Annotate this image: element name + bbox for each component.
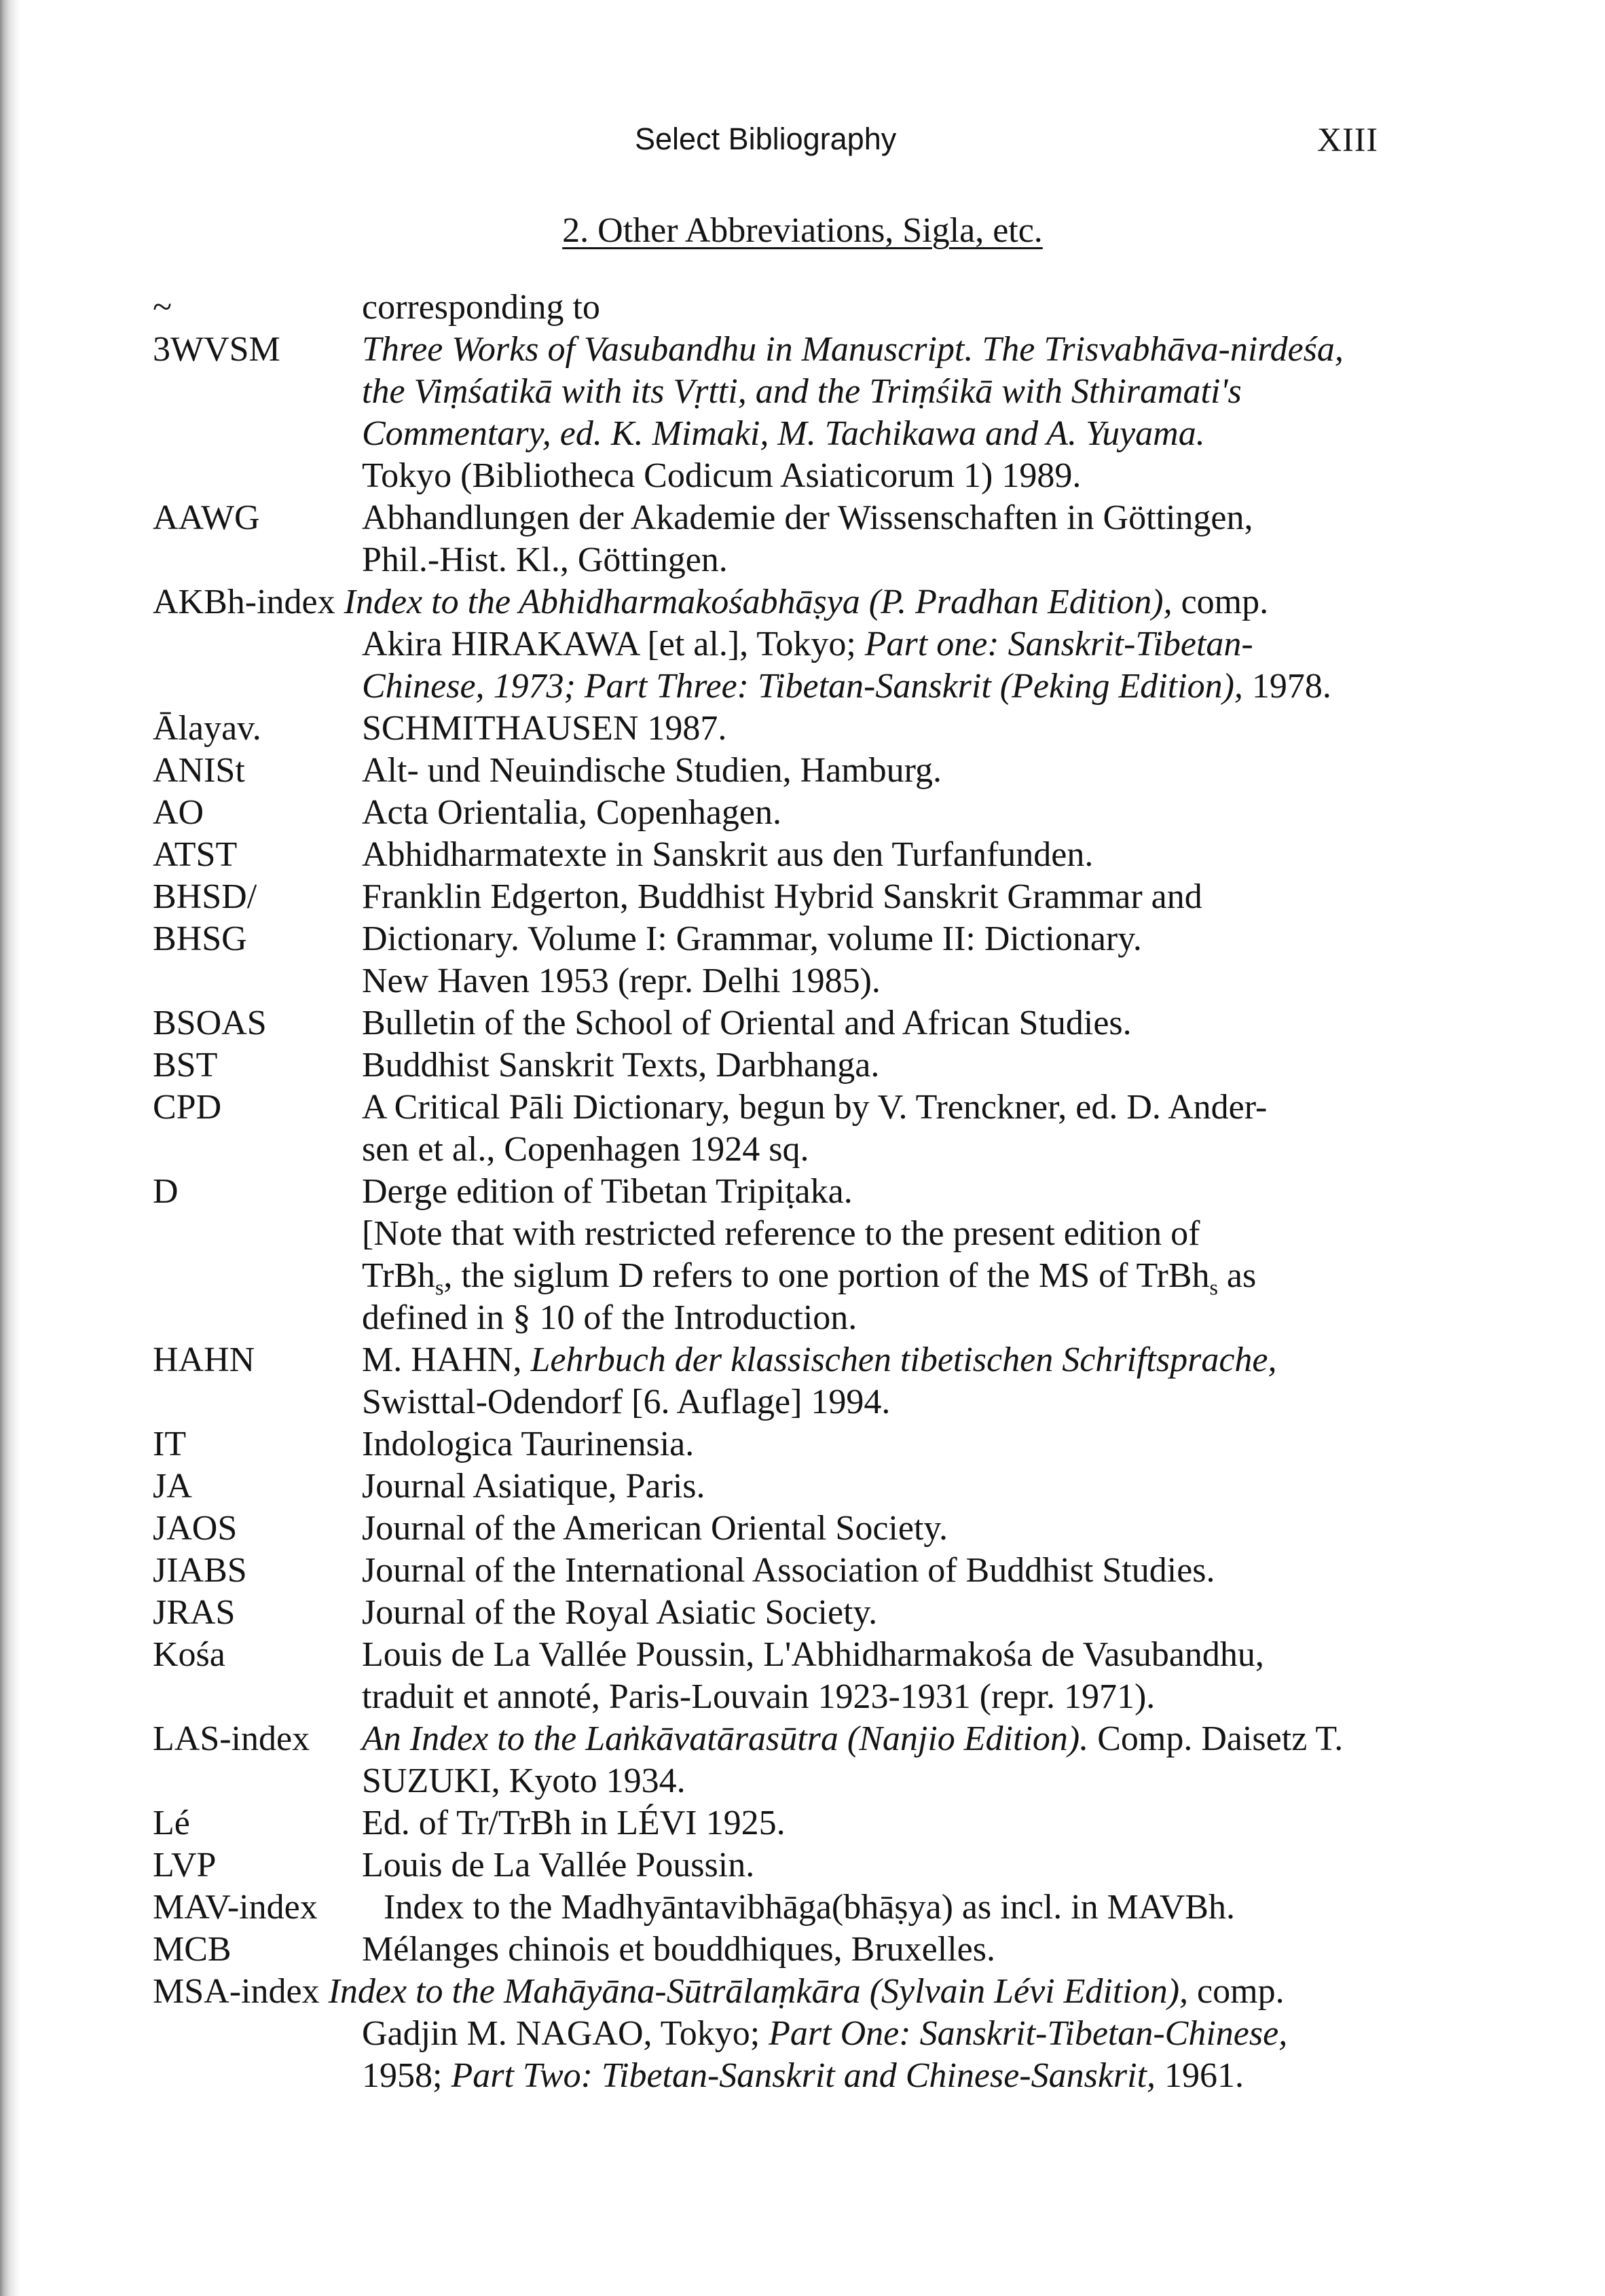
entry-line: Tokyo (Bibliotheca Codicum Asiaticorum 1) 1989.	[362, 456, 1082, 495]
entry-abbr: AKBh-index	[153, 583, 335, 621]
entry-line: Acta Orientalia, Copenhagen.	[362, 793, 781, 832]
entry-line: MSA-index Index to the Mahāyāna-Sūtrālaṃkāra (Sylvain Lévi Edition), comp.	[153, 1972, 1285, 2011]
entry-abbr: HAHN	[153, 1341, 255, 1379]
entry-line: Abhandlungen der Akademie der Wissenschaften in Göttingen,	[362, 498, 1253, 537]
entry-text	[153, 1971, 1443, 2097]
entry-line: An Index to the Laṅkāvatārasūtra (Nanjio Edition). Comp. Daisetz T.	[362, 1719, 1344, 1758]
entry-text	[362, 1087, 1443, 1171]
entry-line: M. HAHN, Lehrbuch der klassischen tibetischen Schriftsprache,	[362, 1341, 1277, 1379]
entry-anist	[153, 750, 1443, 792]
entry-line: AKBh-index Index to the Abhidharmakośabhāṣya (P. Pradhan Edition), comp.	[153, 583, 1269, 621]
entry-jaos	[153, 1508, 1443, 1550]
entry-msa-index	[153, 1971, 1443, 2097]
running-head	[0, 115, 1605, 163]
entry-text	[362, 1339, 1443, 1423]
entry-abbr: AAWG	[153, 498, 260, 537]
entry-ja	[153, 1465, 1443, 1508]
entry-kosa	[153, 1634, 1443, 1718]
entry-jiabs	[153, 1550, 1443, 1592]
entry-line: Akira HIRAKAWA [et al.], Tokyo; Part one: Sanskrit-Tibetan-	[362, 625, 1253, 663]
section-title-text: 2. Other Abbreviations, Sigla, etc.	[562, 211, 1043, 250]
entry-line: Ed. of Tr/TrBh in LÉVI 1925.	[362, 1804, 786, 1842]
entry-line: Journal of the Royal Asiatic Society.	[362, 1593, 878, 1632]
entry-text	[384, 1887, 1443, 1929]
entry-line: Dictionary. Volume I: Grammar, volume II: Dictionary.	[362, 919, 1142, 958]
entry-text	[362, 792, 1443, 834]
entry-text	[362, 876, 1443, 1002]
entry-abbr: MAV-index	[153, 1888, 318, 1927]
entry-text	[362, 1423, 1443, 1465]
entry-text	[362, 1592, 1443, 1634]
entry-text	[362, 1465, 1443, 1508]
entry-text	[362, 1508, 1443, 1550]
entry-text	[362, 834, 1443, 876]
entry-abbr: LAS-index	[153, 1719, 310, 1758]
entry-line: Mélanges chinois et bouddhiques, Bruxelles.	[362, 1930, 995, 1969]
entry-text	[362, 287, 1443, 329]
entry-abbr: BHSD/ BHSG	[153, 877, 257, 958]
entry-line: Index to the Madhyāntavibhāga(bhāṣya) as incl. in MAVBh.	[384, 1888, 1235, 1927]
entry-abbr: MCB	[153, 1930, 232, 1969]
entry-bhsd-bhsg	[153, 876, 1443, 1002]
entry-akbh-index	[153, 581, 1443, 708]
page-spine-edge	[0, 0, 20, 2296]
entry-line: Phil.-Hist. Kl., Göttingen.	[362, 541, 728, 579]
abbreviation-list	[153, 287, 1443, 2097]
entry-abbr: AO	[153, 793, 204, 832]
entry-atst	[153, 834, 1443, 876]
section-title	[0, 204, 1605, 258]
entry-abbr: BST	[153, 1046, 218, 1085]
entry-cpd	[153, 1087, 1443, 1171]
entry-line: defined in § 10 of the Introduction.	[362, 1298, 857, 1337]
entry-mav-index	[153, 1887, 1443, 1929]
entry-line: the Viṃśatikā with its Vṛtti, and the Triṃśikā with Sthiramati's	[362, 372, 1242, 411]
entry-line: sen et al., Copenhagen 1924 sq.	[362, 1130, 809, 1169]
entry-line: Abhidharmatexte in Sanskrit aus den Turfanfunden.	[362, 835, 1094, 874]
entry-bsoas	[153, 1002, 1443, 1044]
entry-bst	[153, 1044, 1443, 1087]
entry-lvp	[153, 1844, 1443, 1887]
entry-line: TrBh$_s$, the siglum D refers to one portion of the MS of TrBh$_s$ as	[362, 1256, 1257, 1300]
entry-hahn	[153, 1339, 1443, 1423]
entry-line: Buddhist Sanskrit Texts, Darbhanga.	[362, 1046, 880, 1085]
entry-text	[153, 581, 1443, 708]
entry-text	[362, 1802, 1443, 1844]
entry-abbr: 3WVSM	[153, 330, 280, 369]
entry-line: Alt- und Neuindische Studien, Hamburg.	[362, 751, 942, 790]
entry-line: [Note that with restricted reference to the present edition of	[362, 1214, 1200, 1253]
entry-las-index	[153, 1718, 1443, 1802]
entry-text	[362, 1002, 1443, 1044]
entry-alayav	[153, 708, 1443, 750]
entry-abbr: Lé	[153, 1804, 190, 1842]
entry-abbr: ANISt	[153, 751, 245, 790]
entry-text	[362, 1634, 1443, 1718]
entry-abbr: IT	[153, 1425, 187, 1463]
entry-line: SUZUKI, Kyoto 1934.	[362, 1762, 686, 1800]
entry-jras	[153, 1592, 1443, 1634]
entry-line: traduit et annoté, Paris-Louvain 1923-1931 (repr. 1971).	[362, 1677, 1156, 1716]
entry-corresponding	[153, 287, 1443, 329]
entry-text	[362, 1929, 1443, 1971]
entry-line: 1958; Part Two: Tibetan-Sanskrit and Chinese-Sanskrit, 1961.	[362, 2056, 1244, 2095]
entry-line: New Haven 1953 (repr. Delhi 1985).	[362, 962, 881, 1000]
entry-text	[362, 750, 1443, 792]
entry-text	[362, 1044, 1443, 1087]
entry-text	[362, 1171, 1443, 1339]
entry-abbr: JA	[153, 1467, 192, 1506]
entry-text	[362, 708, 1443, 750]
entry-text	[362, 329, 1443, 497]
entry-line: Louis de La Vallée Poussin, L'Abhidharmakośa de Vasubandhu,	[362, 1635, 1264, 1674]
entry-abbr: LVP	[153, 1846, 217, 1884]
entry-mcb	[153, 1929, 1443, 1971]
entry-it	[153, 1423, 1443, 1465]
entry-line: Swisttal-Odendorf [6. Auflage] 1994.	[362, 1383, 891, 1421]
entry-line: Journal of the American Oriental Society.	[362, 1509, 948, 1548]
running-head-title: Select Bibliography	[635, 122, 897, 156]
entry-line: Journal Asiatique, Paris.	[362, 1467, 705, 1506]
entry-line: Bulletin of the School of Oriental and African Studies.	[362, 1004, 1132, 1042]
entry-text	[362, 1550, 1443, 1592]
entry-abbr: ATST	[153, 835, 238, 874]
entry-line: A Critical Pāli Dictionary, begun by V. Trenckner, ed. D. Ander-	[362, 1088, 1268, 1127]
entry-3wvsm	[153, 329, 1443, 497]
entry-abbr: JRAS	[153, 1593, 236, 1632]
entry-line: Gadjin M. NAGAO, Tokyo; Part One: Sanskrit-Tibetan-Chinese,	[362, 2014, 1288, 2053]
entry-abbr: Kośa	[153, 1635, 225, 1674]
entry-line: Derge edition of Tibetan Tripiṭaka.	[362, 1172, 853, 1211]
entry-abbr: ~	[153, 288, 172, 327]
entry-d	[153, 1171, 1443, 1339]
entry-line: Three Works of Vasubandhu in Manuscript. The Trisvabhāva-nirdeśa,	[362, 330, 1344, 369]
entry-le	[153, 1802, 1443, 1844]
entry-abbr: JIABS	[153, 1551, 247, 1590]
entry-line: corresponding to	[362, 288, 600, 327]
entry-abbr: Ālayav.	[153, 709, 261, 748]
entry-aawg	[153, 497, 1443, 581]
entry-line: Franklin Edgerton, Buddhist Hybrid Sanskrit Grammar and	[362, 877, 1202, 916]
page-number: XIII	[1317, 120, 1379, 158]
entry-line: Chinese, 1973; Part Three: Tibetan-Sanskrit (Peking Edition), 1978.	[362, 667, 1331, 706]
entry-abbr: BSOAS	[153, 1004, 267, 1042]
entry-text	[362, 1844, 1443, 1887]
entry-line: SCHMITHAUSEN 1987.	[362, 709, 727, 748]
entry-text	[362, 497, 1443, 581]
entry-abbr: MSA-index	[153, 1972, 320, 2011]
entry-abbr: CPD	[153, 1088, 222, 1127]
entry-ao	[153, 792, 1443, 834]
entry-line: Commentary, ed. K. Mimaki, M. Tachikawa and A. Yuyama.	[362, 414, 1205, 453]
entry-line: Journal of the International Association of Buddhist Studies.	[362, 1551, 1215, 1590]
entry-abbr: JAOS	[153, 1509, 238, 1548]
entry-line: Louis de La Vallée Poussin.	[362, 1846, 755, 1884]
entry-text	[362, 1718, 1443, 1802]
entry-abbr: D	[153, 1172, 179, 1211]
entry-line: Indologica Taurinensia.	[362, 1425, 695, 1463]
